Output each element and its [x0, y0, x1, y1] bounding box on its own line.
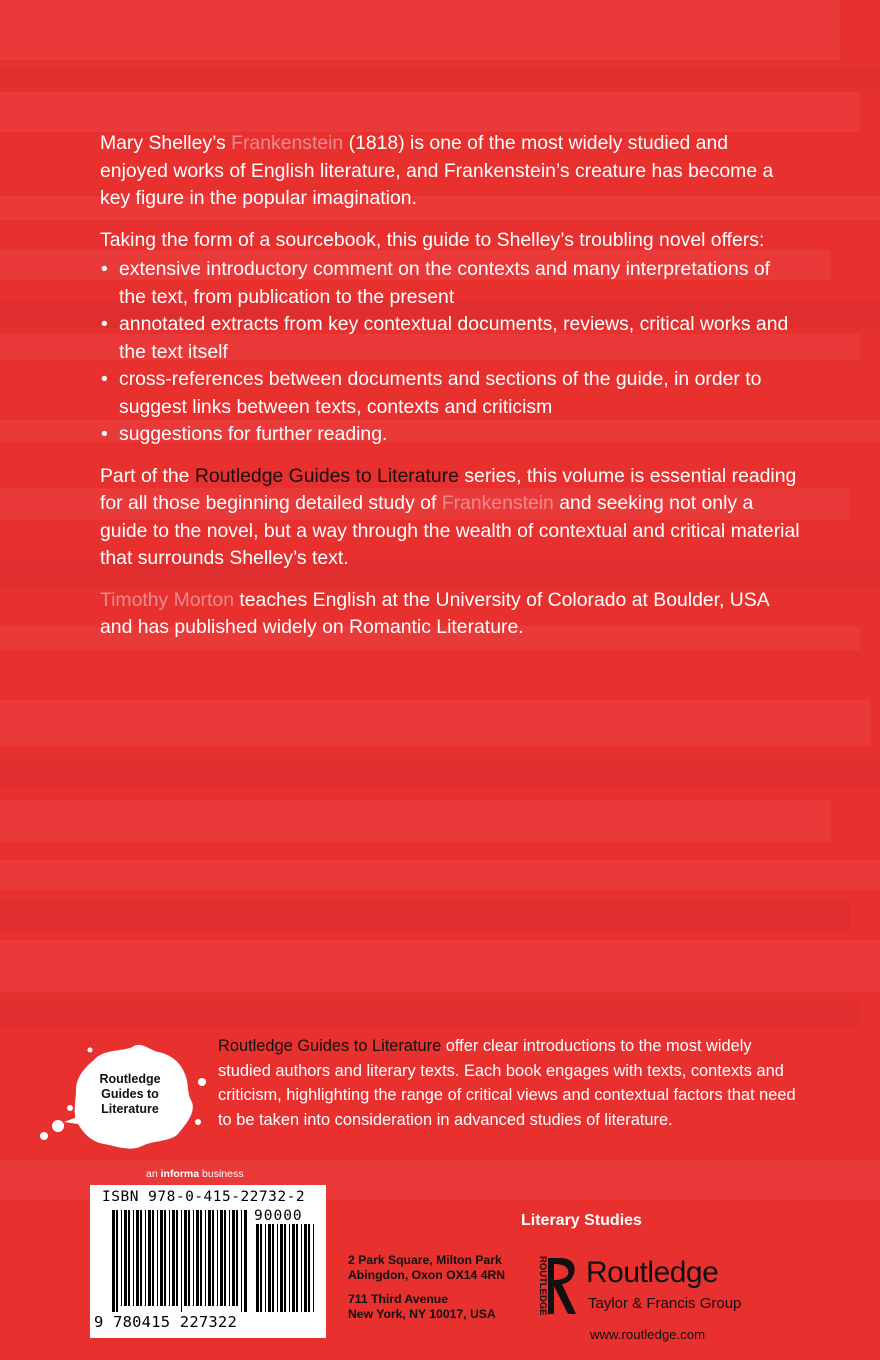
blurb-intro: Mary Shelley’s Frankenstein (1818) is one of the most widely studied and enjoyed works of English literature, and Frankenstein’s creature has become a key figure in the popular imagination. — [100, 132, 774, 209]
uk-address: 2 Park Square, Milton Park Abingdon, Oxon OX14 4RN — [348, 1253, 506, 1282]
isbn-barcode — [90, 1185, 326, 1338]
series-logo-text: Routledge Guides to Literature — [99, 1072, 161, 1116]
series-name: Routledge Guides to Literature — [218, 1037, 442, 1055]
author-bio: Timothy Morton teaches English at the University of Colorado at Boulder, USA and has published widely on Romantic Literature. — [100, 588, 769, 638]
publisher-name: Routledge — [586, 1256, 719, 1289]
publisher-group: Taylor & Francis Group — [588, 1295, 742, 1312]
feature-item: • extensive introductory comment on the contexts and many interpretations of the text, from publication to the present — [100, 256, 800, 311]
informa-business-tagline: an informa business — [146, 1168, 244, 1180]
barcode-bars-icon — [98, 1210, 320, 1314]
series-name-highlight: Routledge Guides to Literature — [194, 464, 459, 487]
series-description: Routledge Guides to Literature offer clear introductions to the most widely studied authors and literary texts. Each book engages with texts, contexts and criticism, highlighting the range of critical views and contextual factors that need to be taken into consideration in advanced studies of literature. — [218, 1037, 796, 1129]
subject-category: Literary Studies — [521, 1212, 642, 1229]
blurb-series-paragraph: Part of the Routledge Guides to Literature series, this volume is essential reading for all those beginning detailed study of Frankenstein and seeking not only a guide to the novel, but a way through the wealth of contextual and critical material that surrounds Shelley’s text. — [100, 464, 800, 569]
blurb-offers-intro: Taking the form of a sourcebook, this guide to Shelley’s troubling novel offers: — [100, 228, 765, 251]
back-cover-blurb — [100, 130, 800, 656]
svg-text:ROUTLEDGE: ROUTLEDGE — [537, 1256, 548, 1316]
isbn-number: ISBN 978-0-415-22732-2 — [102, 1189, 306, 1205]
book-title-highlight: Frankenstein — [441, 492, 554, 514]
feature-item: • cross-references between documents and sections of the guide, in order to suggest links between texts, contexts and criticism — [100, 366, 800, 421]
price-addon-number: 90000 — [254, 1208, 303, 1224]
us-address: 711 Third Avenue New York, NY 10017, USA — [348, 1292, 496, 1321]
routledge-logo-icon — [530, 1254, 582, 1318]
book-title-highlight: Frankenstein — [231, 132, 344, 154]
ean-digits: 9 780415 227322 — [94, 1313, 237, 1331]
feature-list — [100, 256, 800, 449]
feature-item: • suggestions for further reading. — [100, 421, 800, 449]
feature-item: • annotated extracts from key contextual documents, reviews, critical works and the text itself — [100, 311, 800, 366]
publisher-website: www.routledge.com — [590, 1327, 706, 1342]
author-name: Timothy Morton — [100, 588, 234, 611]
